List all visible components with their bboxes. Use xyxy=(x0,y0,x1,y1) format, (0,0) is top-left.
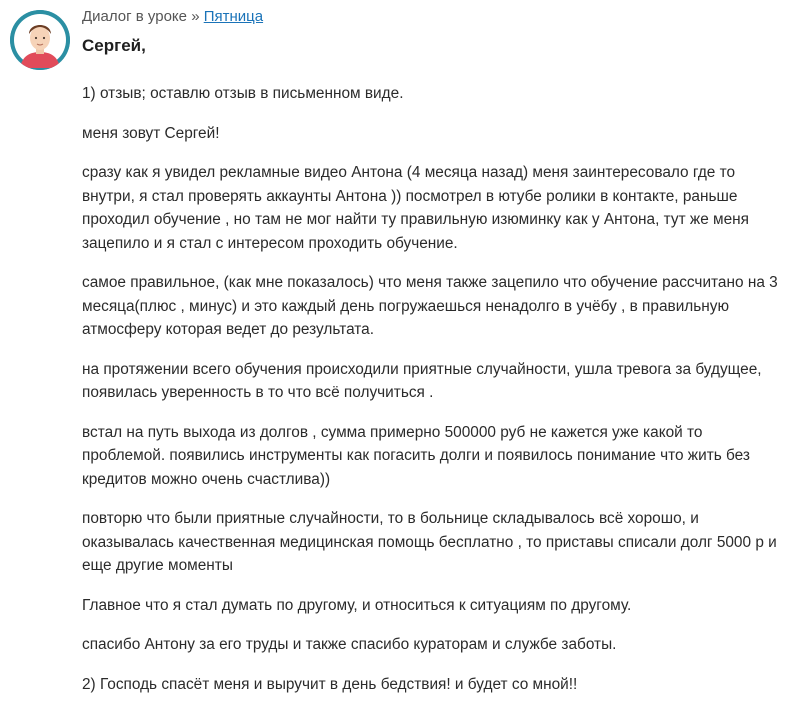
comment-paragraph: Главное что я стал думать по другому, и относиться к ситуациям по другому. xyxy=(82,596,632,614)
comment-body xyxy=(82,82,782,696)
comment-paragraph: 2) Господь спасёт меня и выручит в день бедствия! и будет со мной!! xyxy=(82,675,578,693)
lesson-link[interactable]: Пятница xyxy=(203,8,264,25)
comment-content xyxy=(82,6,782,712)
comment-paragraph: самое правильное, (как мне показалось) что меня также зацепило что обучение рассчитано на 3 месяца(плюс , минус) и это каждый день погружаешься ненадолго в учёбу , в правильную атмосферу которая ведет до результата. xyxy=(82,274,778,338)
author-name: Сергей, xyxy=(82,36,146,55)
context-separator: » xyxy=(191,8,200,25)
user-avatar-icon xyxy=(10,10,70,70)
comment-context xyxy=(82,6,782,28)
comment-paragraph: повторю что были приятные случайности, то в больнице складывалось всё хорошо, и оказывалась качественная медицинская помощь бесплатно , то приставы списали долг 5000 р и еще другие моменты xyxy=(82,510,777,574)
comment-paragraph: на протяжении всего обучения происходили приятные случайности, ушла тревога за будущее, появилась уверенность в то что всё получиться . xyxy=(82,360,762,401)
comment-paragraph: сразу как я увидел рекламные видео Антона (4 месяца назад) меня заинтересовало где то внутри, я стал проверять аккаунты Антона )) посмотрел в ютубе ролики в контакте, раньше проходил обучение , но там не мог найти ту правильную изюминку как у Антона, тут же меня зацепило и я стал с интересом проходить обучение. xyxy=(82,164,750,252)
comment-paragraph: меня зовут Сергей! xyxy=(82,124,220,142)
comment-paragraph: встал на путь выхода из долгов , сумма примерно 500000 руб не кажется уже какой то проблемой. появились инструменты как погасить долги и появилось понимание что жить без кредитов можно очень счастлива)) xyxy=(82,423,750,488)
comment-paragraph: 1) отзыв; оставлю отзыв в письменном виде. xyxy=(82,85,404,102)
comment-paragraph: спасибо Антону за его труды и также спасибо кураторам и службе заботы. xyxy=(82,636,617,653)
context-prefix: Диалог в уроке xyxy=(82,8,188,25)
